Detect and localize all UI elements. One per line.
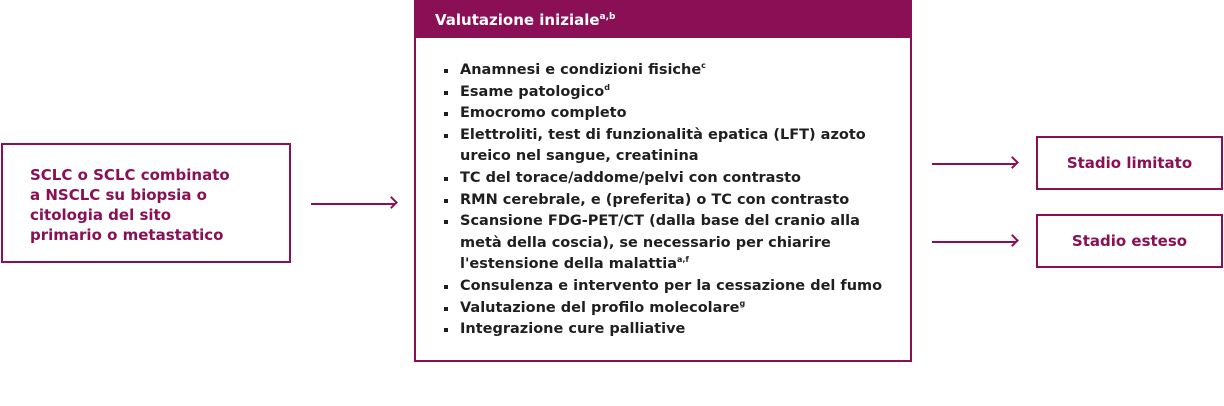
evaluation-item-text: Scansione FDG-PET/CT (dalla base del cranio alla metà della coscia), se necessario per chiarire l'estensione della malattia (460, 213, 860, 273)
evaluation-item-text: Emocromo completo (460, 105, 627, 122)
initial-evaluation-header (416, 2, 910, 38)
evaluation-item-text: Elettroliti, test di funzionalità epatica (LFT) azoto ureico nel sangue, creatinina (460, 126, 866, 165)
evaluation-item (444, 168, 896, 190)
arrow-to-extended-stage (932, 241, 1016, 243)
evaluation-item-text: TC del torace/addome/pelvi con contrasto (460, 169, 801, 186)
evaluation-item (444, 298, 896, 320)
evaluation-list (444, 60, 896, 341)
evaluation-item-text: RMN cerebrale, e (preferita) o TC con contrasto (460, 191, 850, 208)
arrow-to-limited-stage (932, 163, 1016, 165)
evaluation-item-text: Integrazione cure palliative (460, 321, 686, 338)
initial-evaluation-title: Valutazione iniziale (435, 11, 600, 29)
evaluation-item-text: Valutazione del profilo molecolare (460, 299, 740, 316)
evaluation-item (444, 190, 896, 212)
extended-stage-box (1036, 214, 1223, 268)
evaluation-item (444, 125, 896, 168)
evaluation-item-footnote: d (604, 82, 610, 92)
initial-evaluation-title-footnote: a,b (599, 12, 616, 22)
limited-stage-label: Stadio limitato (1066, 154, 1193, 172)
input-condition-line: primario o metastatico (30, 226, 224, 244)
input-condition-line: a NSCLC su biopsia o (30, 186, 207, 204)
input-condition-box (1, 143, 291, 263)
evaluation-item-text: Consulenza e intervento per la cessazione del fumo (460, 277, 883, 294)
evaluation-item (444, 60, 896, 82)
evaluation-item-footnote: c (701, 61, 706, 70)
evaluation-item (444, 319, 896, 341)
evaluation-item (444, 276, 896, 298)
evaluation-item-text: Anamnesi e condizioni fisiche (460, 62, 702, 78)
evaluation-item-footnote: a,f (676, 255, 689, 265)
evaluation-item-footnote: g (739, 298, 746, 308)
extended-stage-label: Stadio esteso (1071, 232, 1188, 250)
initial-evaluation-box (414, 0, 912, 362)
limited-stage-box (1036, 136, 1223, 190)
input-condition-line: SCLC o SCLC combinato (30, 166, 230, 184)
evaluation-item (444, 211, 896, 276)
input-condition-line: citologia del sito (30, 206, 171, 224)
arrow-to-evaluation (311, 203, 395, 205)
evaluation-item (444, 103, 896, 125)
evaluation-item-text: Esame patologico (460, 83, 605, 100)
evaluation-item (444, 82, 896, 104)
